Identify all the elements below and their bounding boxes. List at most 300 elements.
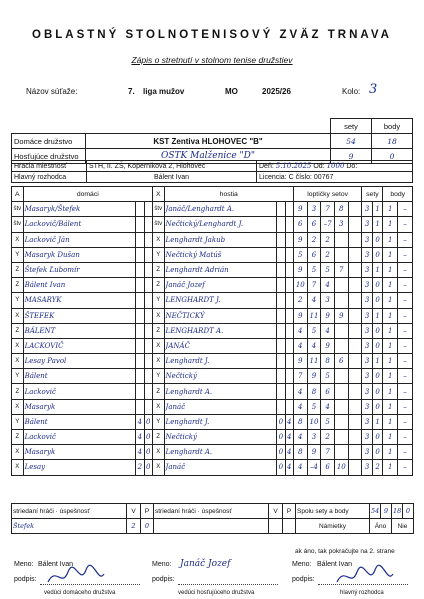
home-p — [144, 278, 152, 293]
away-mark: X — [152, 308, 164, 323]
manager-away-caption: vedúci hosťujúceho družstva — [178, 590, 255, 596]
away-p — [285, 323, 293, 338]
sets-away: 0 — [372, 338, 383, 353]
home-v — [136, 232, 144, 247]
home-p — [144, 293, 152, 308]
set-ball-cell: 5 — [293, 247, 307, 262]
signature-home — [46, 564, 106, 590]
home-v: 4 — [136, 430, 144, 445]
manager-away-name: Janáč Jozef — [180, 559, 231, 569]
signature-line-away — [178, 584, 278, 585]
home-team-value: KST Zentiva HLOHOVEC "B" — [86, 134, 331, 149]
home-v — [136, 323, 144, 338]
set-ball-cell: 9 — [334, 308, 348, 323]
set-ball-cell: 11 — [307, 308, 321, 323]
away-p — [285, 399, 293, 414]
away-mark: Z — [152, 384, 164, 399]
home-player: Lesay Pavol — [23, 354, 136, 369]
match-row — [12, 369, 413, 384]
set-ball-cell: –4 — [307, 460, 321, 475]
away-player: Lenghardt A. — [164, 445, 277, 460]
sets-away: 1 — [372, 217, 383, 232]
set-ball-cell: 8 — [293, 445, 307, 460]
match-grid — [11, 186, 413, 476]
sub-home-name: Štefek — [12, 519, 127, 534]
points-away: – — [398, 384, 413, 399]
sets-home: 3 — [362, 399, 373, 414]
away-mark: Z — [152, 262, 164, 277]
match-row — [12, 323, 413, 338]
set-ball-cell: 8 — [307, 384, 321, 399]
set-ball-cell — [348, 262, 362, 277]
sets-away: 1 — [372, 414, 383, 429]
away-v — [277, 369, 285, 384]
set-ball-cell — [334, 323, 348, 338]
points-home: 1 — [383, 247, 398, 262]
away-player: Lenghardt J. — [164, 354, 277, 369]
home-p: 0 — [144, 430, 152, 445]
away-v — [277, 293, 285, 308]
sets-away: 0 — [372, 232, 383, 247]
home-p — [144, 217, 152, 232]
set-ball-cell: 9 — [321, 338, 335, 353]
sets-home: 3 — [362, 445, 373, 460]
row-label: X — [12, 232, 24, 247]
sets-away: 0 — [372, 247, 383, 262]
points-home: 1 — [383, 338, 398, 353]
home-player: Masaryk Dušan — [23, 247, 136, 262]
away-p — [285, 308, 293, 323]
row-label: Z — [12, 262, 24, 277]
away-player: Janáč/Lenghardt A. — [164, 202, 277, 217]
home-v: 2 — [136, 460, 144, 475]
set-ball-cell: 5 — [321, 369, 335, 384]
away-p — [285, 262, 293, 277]
league-text: liga mužov — [143, 87, 185, 96]
set-ball-cell: 4 — [321, 323, 335, 338]
sets-away: 0 — [372, 278, 383, 293]
grid-header-away: hostia — [164, 187, 293, 202]
home-p — [144, 247, 152, 262]
away-v — [277, 384, 285, 399]
away-mark: Y — [152, 414, 164, 429]
subs-v-away: V — [269, 504, 283, 519]
set-ball-cell — [348, 323, 362, 338]
total-points-away: 0 — [403, 504, 414, 519]
home-sets: 54 — [331, 134, 372, 149]
home-v — [136, 247, 144, 262]
row-label: X — [12, 460, 24, 475]
set-ball-cell — [348, 460, 362, 475]
points-away: – — [398, 399, 413, 414]
total-sets-away: 9 — [381, 504, 392, 519]
row-label: Z — [12, 430, 24, 445]
set-ball-cell: 7 — [321, 445, 335, 460]
away-player: Janáč Jozef — [164, 278, 277, 293]
set-ball-cell: 6 — [293, 217, 307, 232]
venue-table — [11, 160, 413, 183]
objections-yes: Áno — [370, 519, 392, 534]
points-away: – — [398, 369, 413, 384]
set-ball-cell: 9 — [307, 369, 321, 384]
set-ball-cell: 5 — [321, 414, 335, 429]
set-ball-cell — [348, 278, 362, 293]
referee-value: Bálent Ivan — [87, 172, 257, 183]
home-player: ŠTEFEK — [23, 308, 136, 323]
grid-header-a: A — [12, 187, 24, 202]
set-ball-cell — [348, 445, 362, 460]
set-ball-cell: 7 — [293, 369, 307, 384]
league-number: 7. — [128, 87, 135, 96]
home-player: Štefek Ľubomír — [23, 262, 136, 277]
away-mark: X — [152, 445, 164, 460]
set-ball-cell: 3 — [307, 202, 321, 217]
match-row — [12, 262, 413, 277]
away-v: 0 — [277, 445, 285, 460]
home-player: Lackovič — [23, 384, 136, 399]
away-team-value: OSTK Malženice "D" — [86, 149, 331, 164]
away-player: NEČTICKÝ — [164, 308, 277, 323]
points-away: – — [398, 293, 413, 308]
match-row — [12, 202, 413, 217]
away-p — [285, 217, 293, 232]
subs-label-away: striedaní hráči · úspešnosť — [154, 504, 269, 519]
home-p — [144, 338, 152, 353]
home-player: LACKOVIČ — [23, 338, 136, 353]
points-away: – — [398, 278, 413, 293]
home-player: Masaryk/Štefek — [23, 202, 136, 217]
set-ball-cell: 4 — [293, 338, 307, 353]
away-player: LENGHARDT J. — [164, 293, 277, 308]
set-ball-cell — [334, 445, 348, 460]
row-label: X — [12, 338, 24, 353]
points-away: – — [398, 354, 413, 369]
referee-name-label: Meno: — [292, 561, 312, 568]
away-v — [277, 262, 285, 277]
away-p — [285, 354, 293, 369]
sets-away: 0 — [372, 430, 383, 445]
match-row — [12, 278, 413, 293]
set-ball-cell — [334, 278, 348, 293]
set-ball-cell: 3 — [334, 217, 348, 232]
home-v — [136, 262, 144, 277]
total-sets-home: 54 — [370, 504, 381, 519]
away-v — [277, 308, 285, 323]
set-ball-cell — [348, 354, 362, 369]
match-info-table — [11, 118, 413, 164]
points-away: – — [398, 338, 413, 353]
away-v — [277, 202, 285, 217]
set-ball-cell: 9 — [293, 354, 307, 369]
set-ball-cell: 6 — [321, 384, 335, 399]
set-ball-cell: 10 — [307, 414, 321, 429]
set-ball-cell: 6 — [334, 354, 348, 369]
home-p: 0 — [144, 445, 152, 460]
sets-home: 3 — [362, 217, 373, 232]
set-ball-cell — [334, 414, 348, 429]
home-p — [144, 384, 152, 399]
sets-away: 1 — [372, 308, 383, 323]
home-v — [136, 217, 144, 232]
set-ball-cell — [348, 384, 362, 399]
set-ball-cell: 4 — [293, 323, 307, 338]
home-p — [144, 202, 152, 217]
match-row — [12, 460, 413, 475]
match-row — [12, 445, 413, 460]
away-v — [277, 338, 285, 353]
points-home: 1 — [383, 430, 398, 445]
away-player: Lenghardt Adrián — [164, 262, 277, 277]
away-player: Janáč — [164, 399, 277, 414]
set-ball-cell: 8 — [293, 414, 307, 429]
away-v — [277, 354, 285, 369]
set-ball-cell: 2 — [307, 232, 321, 247]
set-ball-cell: 10 — [293, 278, 307, 293]
home-v — [136, 399, 144, 414]
set-ball-cell: 9 — [293, 202, 307, 217]
match-row — [12, 308, 413, 323]
away-mark: X — [152, 232, 164, 247]
away-p: 4 — [285, 445, 293, 460]
home-player: BÁLENT — [23, 323, 136, 338]
away-p: 4 — [285, 430, 293, 445]
sety-header: sety — [331, 119, 372, 134]
from-label: Od: — [313, 163, 325, 170]
points-home: 1 — [383, 232, 398, 247]
set-ball-cell: 2 — [321, 232, 335, 247]
away-v — [277, 232, 285, 247]
sets-away: 1 — [372, 354, 383, 369]
total-points-home: 18 — [392, 504, 403, 519]
set-ball-cell — [334, 430, 348, 445]
home-player: Lackovič — [23, 430, 136, 445]
set-ball-cell: 3 — [321, 293, 335, 308]
row-label: X — [12, 354, 24, 369]
row-label: Y — [12, 247, 24, 262]
away-mark: Z — [152, 323, 164, 338]
set-ball-cell — [348, 369, 362, 384]
points-away: – — [398, 308, 413, 323]
match-row — [12, 430, 413, 445]
set-ball-cell — [348, 247, 362, 262]
set-ball-cell: 4 — [307, 293, 321, 308]
set-ball-cell — [348, 217, 362, 232]
sub-home-v: 2 — [127, 519, 141, 534]
home-p — [144, 399, 152, 414]
home-v — [136, 278, 144, 293]
home-p — [144, 323, 152, 338]
set-ball-cell: –7 — [321, 217, 335, 232]
away-points: 0 — [372, 149, 413, 164]
set-ball-cell: 5 — [321, 262, 335, 277]
set-ball-cell: 5 — [307, 323, 321, 338]
set-ball-cell: 7 — [334, 262, 348, 277]
number-value: 00767 — [313, 173, 334, 181]
sets-home: 3 — [362, 293, 373, 308]
points-home: 1 — [383, 202, 398, 217]
home-p: 0 — [144, 414, 152, 429]
home-p — [144, 232, 152, 247]
points-home: 1 — [383, 369, 398, 384]
sets-home: 3 — [362, 414, 373, 429]
set-ball-cell: 9 — [293, 262, 307, 277]
points-home: 1 — [383, 460, 398, 475]
total-label: Spolu sety a body — [296, 504, 370, 519]
sets-home: 3 — [362, 247, 373, 262]
date-value: 5.10.2025 — [275, 162, 312, 170]
row-label: Z — [12, 323, 24, 338]
points-home: 1 — [383, 262, 398, 277]
footer-table — [11, 503, 414, 534]
set-ball-cell — [348, 414, 362, 429]
set-ball-cell: 9 — [321, 308, 335, 323]
away-player: Nečtický — [164, 369, 277, 384]
home-v — [136, 202, 144, 217]
license-label: Licencia: — [259, 173, 287, 181]
set-ball-cell: 8 — [321, 354, 335, 369]
set-ball-cell: 4 — [307, 338, 321, 353]
away-mark: X — [152, 399, 164, 414]
set-ball-cell — [334, 399, 348, 414]
venue-label: Hracia miestnosť — [12, 161, 87, 172]
home-v — [136, 308, 144, 323]
signature-away-label: podpis: — [152, 576, 175, 583]
set-ball-cell: 4 — [293, 460, 307, 475]
away-p: 4 — [285, 414, 293, 429]
away-p — [285, 384, 293, 399]
away-v: 0 — [277, 460, 285, 475]
set-ball-cell: 11 — [307, 354, 321, 369]
points-home: 1 — [383, 354, 398, 369]
referee-name: Bálent Ivan — [317, 561, 353, 568]
set-ball-cell — [334, 338, 348, 353]
points-away: – — [398, 430, 413, 445]
sets-away: 0 — [372, 399, 383, 414]
sets-home: 3 — [362, 354, 373, 369]
away-player: Lenghardt A. — [164, 384, 277, 399]
set-ball-cell: 6 — [307, 247, 321, 262]
away-player: JANÁČ — [164, 338, 277, 353]
subs-v-home: V — [127, 504, 141, 519]
row-label: Y — [12, 369, 24, 384]
away-sets: 9 — [331, 149, 372, 164]
grid-header-home: domáci — [23, 187, 152, 202]
home-v: 4 — [136, 414, 144, 429]
referee-caption: hlavný rozhodca — [340, 590, 384, 596]
set-ball-cell: 4 — [293, 384, 307, 399]
set-ball-cell — [334, 293, 348, 308]
sets-home: 3 — [362, 278, 373, 293]
away-player: Lenghardt J. — [164, 414, 277, 429]
points-away: – — [398, 232, 413, 247]
home-player: Bálent — [23, 414, 136, 429]
away-v — [277, 323, 285, 338]
points-away: – — [398, 460, 413, 475]
away-mark: štv — [152, 202, 164, 217]
license-value: C — [288, 173, 294, 181]
set-ball-cell — [348, 399, 362, 414]
sets-away: 0 — [372, 369, 383, 384]
set-ball-cell: 5 — [307, 262, 321, 277]
sets-home: 3 — [362, 460, 373, 475]
set-ball-cell: 4 — [293, 430, 307, 445]
sets-home: 3 — [362, 430, 373, 445]
away-mark: Z — [152, 430, 164, 445]
set-ball-cell: 5 — [307, 399, 321, 414]
row-label: štv — [12, 217, 24, 232]
points-away: – — [398, 445, 413, 460]
document-title: OBLASTNÝ STOLNOTENISOVÝ ZVÄZ TRNAVA — [32, 29, 392, 41]
sets-away: 1 — [372, 262, 383, 277]
away-p — [285, 232, 293, 247]
row-label: X — [12, 308, 24, 323]
grid-header-x: X — [152, 187, 164, 202]
home-team-label: Domáce družstvo — [12, 134, 86, 149]
home-p — [144, 369, 152, 384]
points-home: 1 — [383, 278, 398, 293]
match-row — [12, 354, 413, 369]
row-label: Y — [12, 293, 24, 308]
sets-home: 3 — [362, 308, 373, 323]
sets-home: 3 — [362, 338, 373, 353]
home-p — [144, 262, 152, 277]
match-row — [12, 338, 413, 353]
set-ball-cell — [334, 232, 348, 247]
set-ball-cell — [348, 308, 362, 323]
set-ball-cell: 7 — [307, 278, 321, 293]
set-ball-cell: 10 — [334, 460, 348, 475]
grid-header-points: body — [383, 187, 413, 202]
away-mark: X — [152, 460, 164, 475]
away-p — [285, 338, 293, 353]
manager-away-label: Meno: — [152, 561, 172, 568]
away-player: Nečtický Matúš — [164, 247, 277, 262]
set-ball-cell: 4 — [321, 399, 335, 414]
points-home: 1 — [383, 414, 398, 429]
away-team-label: Hosťujúce družstvo — [12, 149, 86, 164]
sets-home: 3 — [362, 369, 373, 384]
home-player: Lackovič/Bálent — [23, 217, 136, 232]
away-p — [285, 278, 293, 293]
venue-value: STH, II. ZŠ, Kopernikova 2, Hlohovec — [87, 161, 257, 172]
away-player: Janáč — [164, 460, 277, 475]
round-label: Kolo: — [342, 87, 361, 96]
sets-away: 1 — [372, 202, 383, 217]
set-ball-cell: 2 — [321, 430, 335, 445]
home-v — [136, 338, 144, 353]
away-v — [277, 247, 285, 262]
row-label: Z — [12, 278, 24, 293]
away-mark: Y — [152, 247, 164, 262]
row-label: Z — [12, 384, 24, 399]
away-p — [285, 247, 293, 262]
referee-label: Hlavný rozhodca — [12, 172, 87, 183]
away-player: Lenghardt Jakub — [164, 232, 277, 247]
home-player: Masaryk — [23, 445, 136, 460]
sets-home: 3 — [362, 232, 373, 247]
away-player: LENGHARDT A. — [164, 323, 277, 338]
away-v — [277, 399, 285, 414]
away-mark: Y — [152, 293, 164, 308]
points-away: – — [398, 247, 413, 262]
points-home: 1 — [383, 399, 398, 414]
points-away: – — [398, 414, 413, 429]
home-player: Lackovič Ján — [23, 232, 136, 247]
points-home: 1 — [383, 293, 398, 308]
set-ball-cell — [334, 369, 348, 384]
subs-label-home: striedaní hráči · úspešnosť — [12, 504, 127, 519]
manager-home-label: Meno: — [14, 561, 34, 568]
